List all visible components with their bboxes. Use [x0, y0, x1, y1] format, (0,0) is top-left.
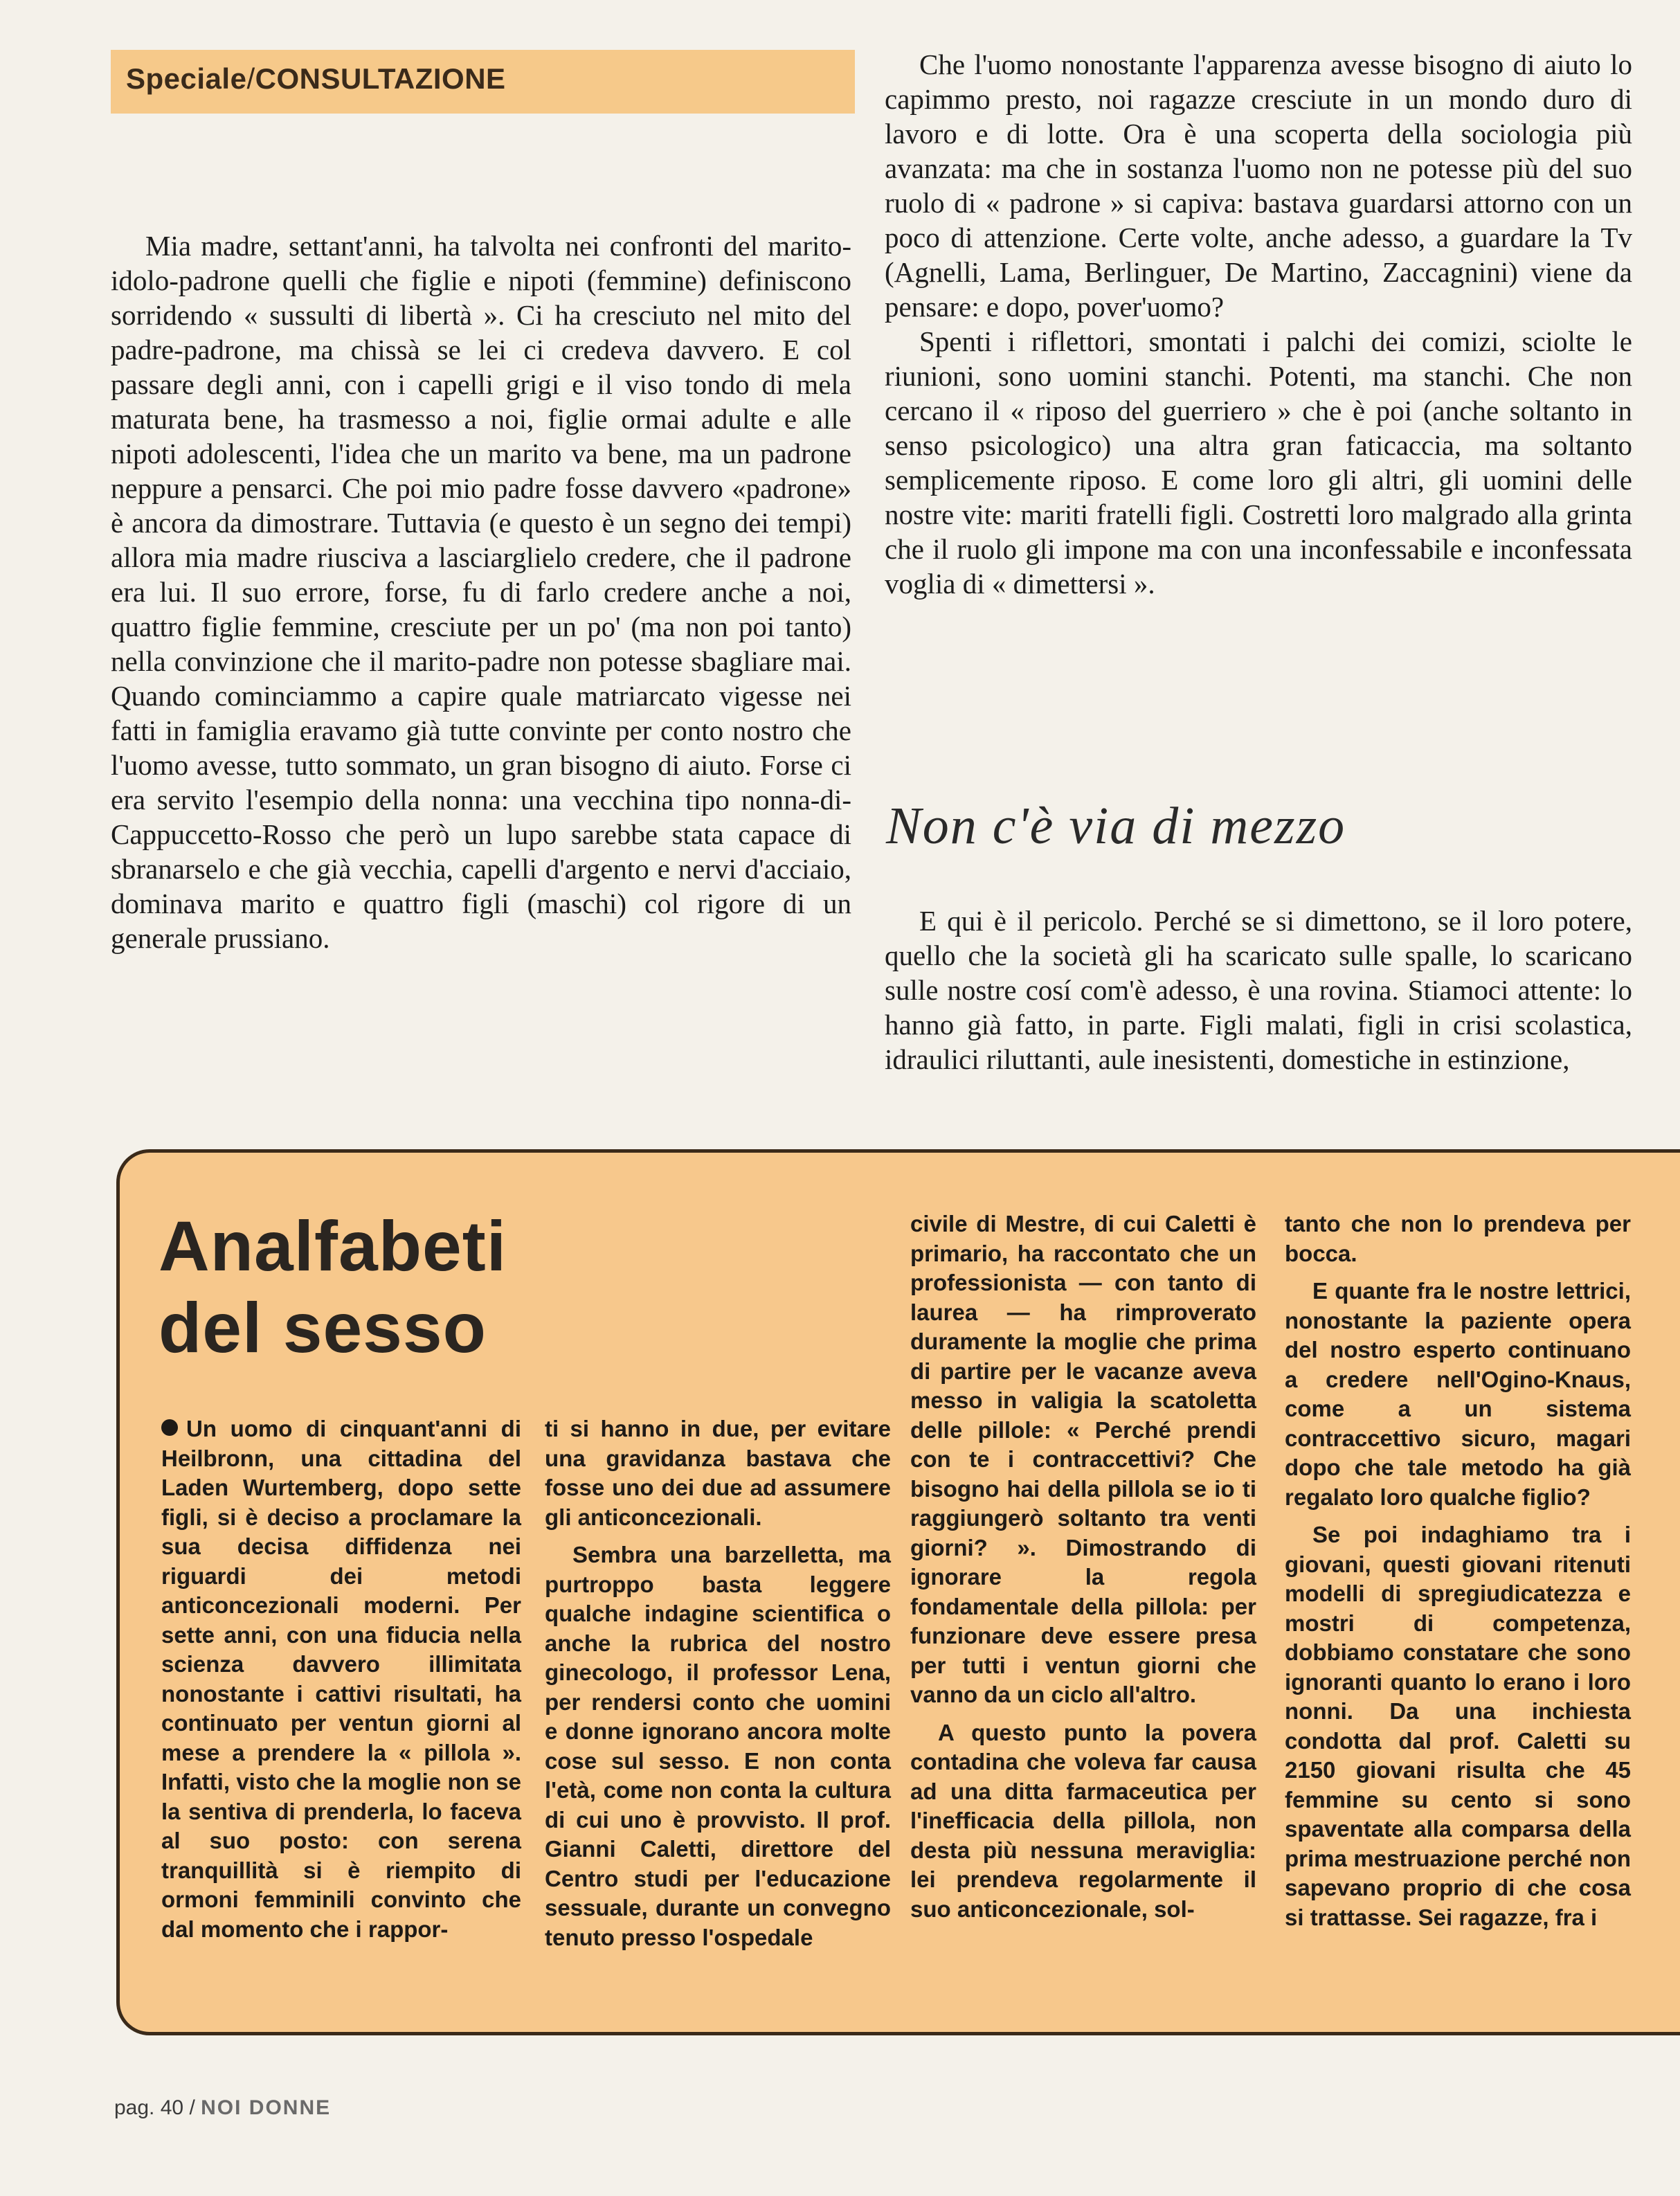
- sidebar-paragraph: ti si hanno in due, per evitare una gravidanza bastava che fosse uno dei due ad assumere gli anticoncezionali.: [545, 1416, 891, 1530]
- article-paragraph: E qui è il pericolo. Perché se si dimettono, se il loro potere, quello che la società gli ha scaricato sulle spalle, lo scaricano sulle nostre cosí com'è adesso, è una rovina. Stiamoci attente: lo hanno già fatto, in parte. Figli malati, figli in crisi scolastica, idraulici riluttanti, aule inesistenti, domestiche in estinzione,: [885, 905, 1632, 1075]
- sidebar-column-2: [545, 1414, 891, 1952]
- sidebar-column-3: [910, 1209, 1256, 1924]
- sidebar-paragraph: E quante fra le nostre lettrici, nonostante la paziente opera del nostro esperto continuano a credere nell'Ogino-Knaus, come a un sistema contraccettivo sicuro, magari dopo che tale metodo ha già regalato loro qualche figlio?: [1285, 1278, 1631, 1510]
- article-column-left: [111, 228, 851, 955]
- sidebar-box: [116, 1149, 1680, 2035]
- article-column-right-top: [885, 47, 1632, 601]
- article-paragraph: Che l'uomo nonostante l'apparenza avesse bisogno di aiuto lo capimmo presto, noi ragazze cresciute in un mondo duro di lavoro e di lotte. Ora è una scoperta della sociologia più avanzata: ma che in sostanza l'uomo non ne potesse più del suo ruolo di « padrone » si capiva: bastava guardarsi attorno con un poco di attenzione. Certe volte, anche adesso, a guardare la Tv (Agnelli, Lama, Berlinguer, De Martino, Zaccagnini) viene da pensare: e dopo, pover'uomo?: [885, 48, 1632, 323]
- magazine-name: NOI DONNE: [201, 2096, 332, 2119]
- sidebar-title-line1: Analfabeti: [159, 1207, 507, 1286]
- footer-separator: /: [189, 2096, 195, 2119]
- sidebar-paragraph: civile di Mestre, di cui Caletti è primario, ha raccontato che un professionista — con tanto di laurea — ha rimproverato duramente la moglie che prima di partire per le vacanze aveva messo in valigia la scatoletta delle pillole: « Perché prendi con te i contraccettivi? Che bisogno hai della pillola se io ti raggiungerò soltanto tra venti giorni? ». Dimostrando di ignorare la regola fondamentale della pillola: per funzionare deve essere presa per tutti i ventun giorni che vanno da un ciclo all'altro.: [910, 1211, 1256, 1707]
- bullet-icon: [161, 1419, 178, 1436]
- page-footer: [114, 2096, 331, 2120]
- sidebar-paragraph: [161, 1414, 521, 1944]
- section-separator: /: [246, 62, 255, 95]
- article-paragraph: Mia madre, settant'anni, ha talvolta nei confronti del marito-idolo-padrone quelli che figlie e nipoti (femmine) definiscono sorridendo « sussulti di libertà ». Ci ha cresciuto nel mito del padre-padrone, ma chissà se lei ci credeva davvero. E col passare degli anni, con i capelli grigi e il viso tondo di mela maturata bene, ha trasmesso a noi, figlie ormai adulte e alle nipoti adolescenti, l'idea che un marito va bene, ma un padrone neppure a pensarci. Che poi mio padre fosse davvero «padrone» è ancora da dimostrare. Tuttavia (e questo è un segno dei tempi) allora mia madre riusciva a lasciarglielo credere, che il padrone era lui. Il suo errore, forse, fu di farlo credere anche a noi, quattro figlie femmine, cresciute per un po' (ma non poi tanto) nella convinzione che il marito-padre non potesse sbagliare mai. Quando cominciammo a capire quale matriarcato vigesse nei fatti in famiglia eravamo già tutte convinte per conto nostro che l'uomo avesse, tutto sommato, un gran bisogno di aiuto. Forse ci era servito l'esempio della nonna: una vecchina tipo nonna-di-Cappuccetto-Rosso che però un lupo sarebbe stata capace di sbranarselo e che già vecchia, capelli d'argento e nervi d'acciaio, dominava marito e quattro figli (maschi) col rigore di un generale prussiano.: [111, 230, 851, 954]
- sidebar-title: [159, 1205, 546, 1369]
- page-number: pag. 40: [114, 2096, 184, 2119]
- sidebar-title-line2: del sesso: [159, 1288, 487, 1367]
- sidebar-paragraph: Se poi indaghiamo tra i giovani, questi giovani ritenuti modelli di spregiudicatezza e mostri di competenza, dobbiamo constatare che sono ignoranti quanto lo erano i loro nonni. Da una inchiesta condotta dal prof. Caletti su 2150 giovani risulta che 45 femmine su cento si sono spaventate alla comparsa della prima mestruazione perché non sapevano proprio di che cosa si trattasse. Sei ragazze, fra i: [1285, 1522, 1631, 1930]
- article-paragraph: Spenti i riflettori, smontati i palchi dei comizi, sciolte le riunioni, sono uomini stanchi. Potenti, ma stanchi. Che non cercano il « riposo del guerriero » che è poi (anche soltanto in senso psicologico) una altra gran faticaccia, ma soltanto semplicemente riposo. E come loro gli altri, gli uomini delle nostre vite: mariti fratelli figli. Costretti loro malgrado alla grinta che il ruolo gli impone ma con una inconfessabile e inconfessata voglia di « dimettersi ».: [885, 325, 1632, 600]
- sidebar-paragraph-text: Un uomo di cinquant'anni di Heilbronn, una cittadina del Laden Wurtemberg, dopo sette figli, si è deciso a proclamare la sua decisa diffidenza nei riguardi dei metodi anticoncezionali moderni. Per sette anni, con una fiducia nella scienza davvero illimitata nonostante i cattivi risultati, ha continuato per ventun giorni al mese a prendere la « pillola ». Infatti, visto che la moglie non se la sentiva di prenderla, lo faceva al suo posto: con serena tranquillità si è riempito di ormoni femminili convinto che dal momento che i rappor-: [161, 1416, 521, 1942]
- sidebar-paragraph: Sembra una barzelletta, ma purtroppo basta leggere qualche indagine scientifica o anche la rubrica del nostro ginecologo, il professor Lena, per rendersi conto che uomini e donne ignorano ancora molte cose sul sesso. E non conta l'età, come non conta la cultura di cui uno è provvisto. Il prof. Gianni Caletti, direttore del Centro studi per l'educazione sessuale, durante un convegno tenuto presso l'ospedale: [545, 1542, 891, 1950]
- section-topic: CONSULTAZIONE: [255, 62, 506, 95]
- article-subheading: Non c'è via di mezzo: [886, 797, 1346, 855]
- sidebar-column-1: [161, 1414, 521, 1944]
- sidebar-column-4: [1285, 1209, 1631, 1932]
- section-label: Speciale: [126, 62, 247, 95]
- sidebar-paragraph: A questo punto la povera contadina che voleva far causa ad una ditta farmaceutica per l'inefficacia della pillola, non desta più nessuna meraviglia: lei prendeva regolarmente il suo anticoncezionale, sol-: [910, 1719, 1256, 1922]
- sidebar-paragraph: tanto che non lo prendeva per bocca.: [1285, 1211, 1631, 1266]
- section-banner: [111, 50, 855, 114]
- article-column-right-bottom: [885, 903, 1632, 1077]
